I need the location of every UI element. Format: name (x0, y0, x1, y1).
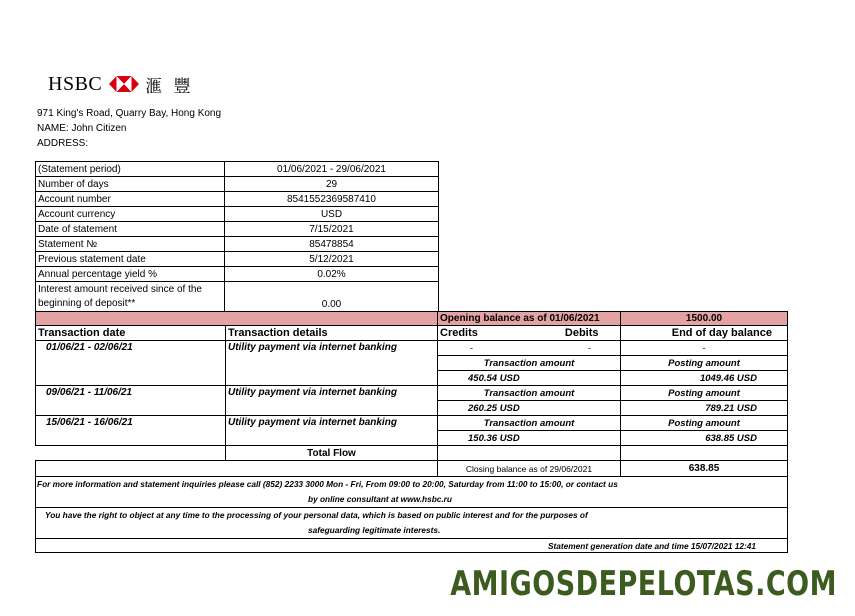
statement-info-table (35, 161, 439, 312)
contact-info-line1: For more information and statement inquiries please call (852) 2233 3000 Mon - Fri, From 09:00 to 20:00, Saturday from 11:00 to 15:00, or contact us (37, 479, 618, 489)
bank-name-cjk: 滙 豐 (145, 76, 194, 97)
header-transaction-details: Transaction details (225, 325, 438, 341)
header-credits-debits (437, 325, 621, 341)
total-flow-balance (620, 445, 788, 461)
info-label: Number of days (36, 177, 225, 192)
info-label: Account number (36, 192, 225, 207)
customer-name: NAME: John Citizen (37, 123, 127, 134)
transaction-details: Utility payment via internet banking (225, 340, 438, 386)
info-row (36, 177, 439, 192)
total-flow-label: Total Flow (225, 445, 438, 461)
info-label: Annual percentage yield % (36, 267, 225, 282)
transaction-amount: 260.25 USD (437, 400, 621, 416)
bank-name: HSBC (48, 72, 103, 95)
hsbc-hexagon-icon (109, 76, 139, 92)
transaction-amount-label: Transaction amount (437, 385, 621, 401)
rights-line1: You have the right to object at any time to the processing of your personal data, which is based on public interest and for the purposes of (45, 510, 588, 520)
bank-address: 971 King's Road, Quarry Bay, Hong Kong (37, 108, 222, 119)
info-row (36, 207, 439, 222)
opening-balance-label: Opening balance as of 01/06/2021 (437, 311, 621, 326)
transaction-amount-label: Transaction amount (437, 355, 621, 371)
transaction-amount: 450.54 USD (437, 370, 621, 386)
info-label: Previous statement date (36, 252, 225, 267)
info-label: Statement № (36, 237, 225, 252)
statement-generation-time: Statement generation date and time 15/07/2021 12:41 (548, 541, 756, 551)
info-value: 0.00 (225, 282, 439, 312)
transaction-date: 09/06/21 - 11/06/21 (35, 385, 226, 416)
info-row (36, 192, 439, 207)
posting-amount-label: Posting amount (620, 355, 788, 371)
posting-amount: 638.85 USD (620, 430, 788, 446)
transaction-date: 01/06/21 - 02/06/21 (35, 340, 226, 386)
info-value: 0.02% (225, 267, 439, 282)
rights-line2: safeguarding legitimate interests. (308, 525, 441, 535)
info-value: 7/15/2021 (225, 222, 439, 237)
info-value: 8541552369587410 (225, 192, 439, 207)
info-row (36, 252, 439, 267)
transaction-amount: 150.36 USD (437, 430, 621, 446)
address-label: ADDRESS: (37, 138, 89, 149)
eod-mark: - (620, 340, 788, 356)
header-end-of-day-balance: End of day balance (620, 325, 788, 341)
footer-divider (35, 538, 788, 539)
info-row (36, 282, 439, 312)
credits-debits-marks (437, 340, 621, 356)
posting-amount-label: Posting amount (620, 415, 788, 431)
info-value: 29 (225, 177, 439, 192)
info-row (36, 267, 439, 282)
header-debits: Debits (564, 327, 599, 339)
credit-mark: - (470, 343, 473, 353)
info-value: 85478854 (225, 237, 439, 252)
info-value: 5/12/2021 (225, 252, 439, 267)
transaction-details: Utility payment via internet banking (225, 385, 438, 416)
debit-mark: - (588, 343, 591, 353)
posting-amount: 1049.46 USD (620, 370, 788, 386)
info-value: 01/06/2021 - 29/06/2021 (225, 162, 439, 177)
info-label: Interest amount received since of the beginning of deposit** (36, 282, 225, 312)
closing-balance-label: Closing balance as of 29/06/2021 (437, 460, 621, 477)
footer-divider (35, 507, 788, 508)
opening-row-spacer (35, 311, 438, 326)
info-label: (Statement period) (36, 162, 225, 177)
transaction-details: Utility payment via internet banking (225, 415, 438, 446)
info-label: Date of statement (36, 222, 225, 237)
info-label: Account currency (36, 207, 225, 222)
header-transaction-date: Transaction date (35, 325, 226, 341)
contact-info-line2: by online consultant at www.hsbc.ru (308, 494, 452, 504)
total-flow-credits (437, 445, 621, 461)
bank-logo (48, 73, 194, 95)
posting-amount-label: Posting amount (620, 385, 788, 401)
site-watermark: AMIGOSDEPELOTAS.COM (450, 565, 837, 604)
info-row (36, 162, 439, 177)
opening-balance-value: 1500.00 (620, 311, 788, 326)
transaction-date: 15/06/21 - 16/06/21 (35, 415, 226, 446)
info-row (36, 222, 439, 237)
posting-amount: 789.21 USD (620, 400, 788, 416)
closing-balance-value: 638.85 (620, 460, 788, 477)
header-credits: Credits (440, 327, 478, 339)
transaction-amount-label: Transaction amount (437, 415, 621, 431)
info-value: USD (225, 207, 439, 222)
info-row (36, 237, 439, 252)
closing-row-spacer (35, 460, 438, 477)
